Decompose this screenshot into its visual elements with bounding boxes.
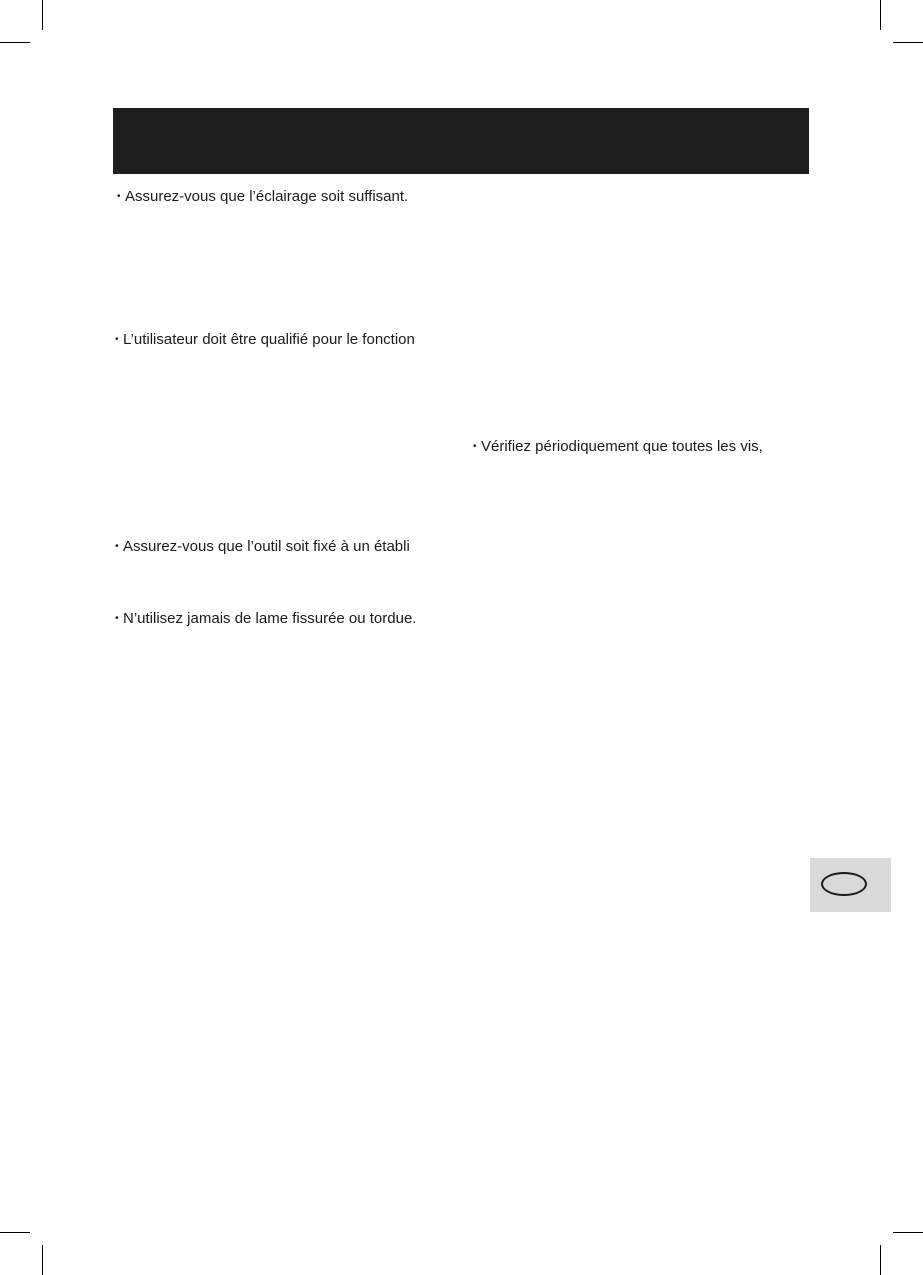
bullet-marker: • — [115, 541, 119, 552]
crop-mark-bottom-left-horizontal — [0, 1232, 30, 1233]
bullet-marker: • — [115, 613, 119, 624]
crop-mark-bottom-right-vertical — [880, 1245, 881, 1275]
crop-mark-top-right-horizontal — [893, 42, 923, 43]
bullet-lighting — [117, 188, 408, 206]
bullet-tool-fixed — [115, 538, 410, 556]
language-oval-icon — [821, 872, 867, 896]
bullet-text: N’utilisez jamais de lame fissurée ou tordue. — [123, 610, 417, 627]
bullet-no-cracked-blade — [115, 610, 416, 628]
section-header-bar — [113, 108, 809, 174]
language-tab — [810, 858, 891, 912]
bullet-marker: • — [473, 441, 477, 452]
crop-mark-bottom-right-horizontal — [893, 1232, 923, 1233]
bullet-text: L’utilisateur doit être qualifié pour le fonction — [123, 331, 415, 348]
bullet-check-screws — [473, 438, 763, 456]
crop-mark-top-right-vertical — [880, 0, 881, 30]
bullet-text: Assurez-vous que l’outil soit fixé à un établi — [123, 538, 410, 555]
bullet-marker: • — [117, 191, 121, 202]
bullet-marker: • — [115, 334, 119, 345]
crop-mark-top-left-horizontal — [0, 42, 30, 43]
crop-mark-top-left-vertical — [42, 0, 43, 30]
bullet-text: Vérifiez périodiquement que toutes les vis, — [481, 438, 763, 455]
crop-mark-bottom-left-vertical — [42, 1245, 43, 1275]
bullet-user-qualified — [115, 331, 415, 349]
bullet-text: Assurez-vous que l’éclairage soit suffisant. — [125, 188, 409, 205]
